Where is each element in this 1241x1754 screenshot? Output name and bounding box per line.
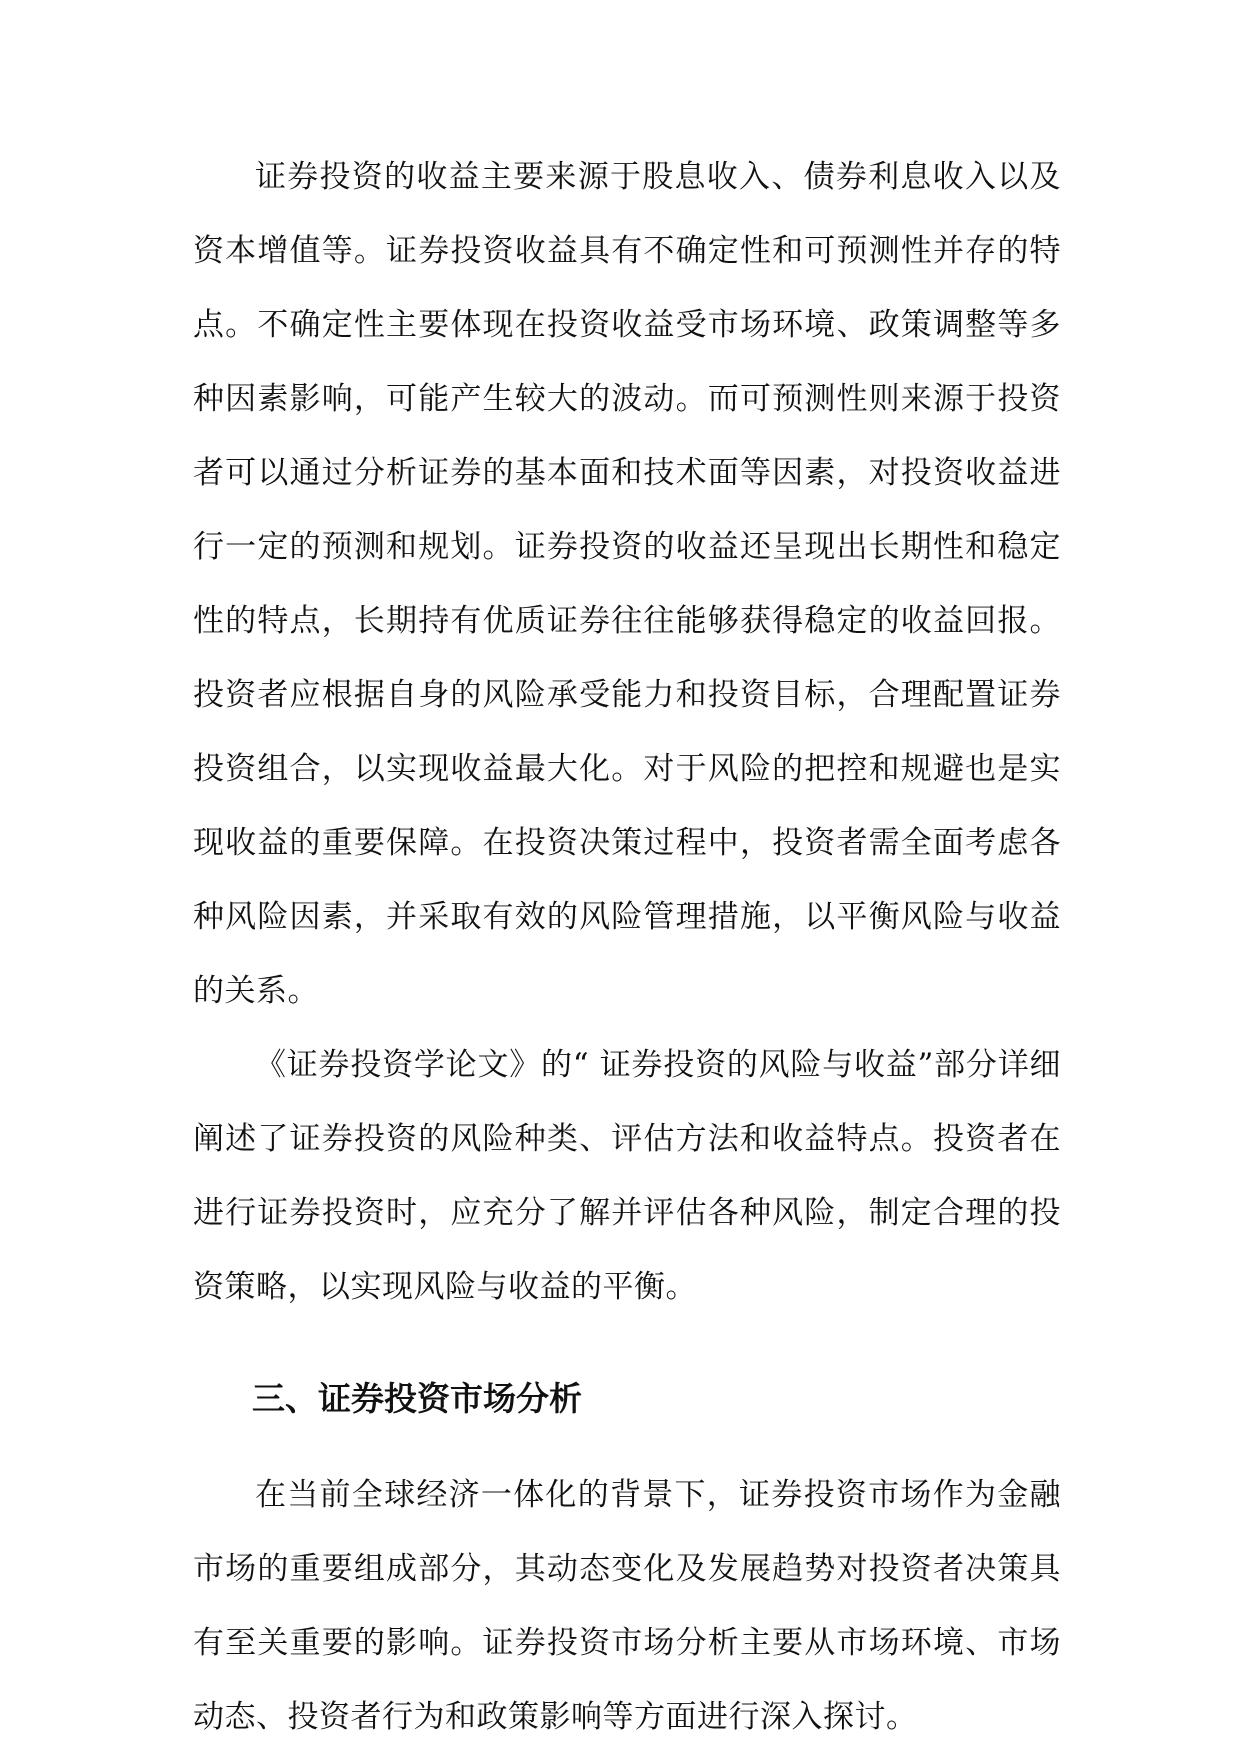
document-body xyxy=(193,140,1061,1754)
body-paragraph-summary: 《证券投资学论文》的“ 证券投资的风险与收益”部分详细阐述了证券投资的风险种类、评估方法和收益特点。投资者在进行证券投资时，应充分了解并评估各种风险，制定合理的投资策略，以实现风险与收益的平衡。 xyxy=(193,1047,1061,1305)
section-heading: 三、证券投资市场分析 xyxy=(252,1379,582,1418)
body-paragraph-market-analysis: 在当前全球经济一体化的背景下，证券投资市场作为金融市场的重要组成部分，其动态变化及发展趋势对投资者决策具有至关重要的影响。证券投资市场分析主要从市场环境、市场动态、投资者行为和政策影响等方面进行深入探讨。 xyxy=(193,1477,1061,1735)
body-paragraph-returns: 证券投资的收益主要来源于股息收入、债券利息收入以及资本增值等。证券投资收益具有不确定性和可预测性并存的特点。不确定性主要体现在投资收益受市场环境、政策调整等多种因素影响，可能产生较大的波动。而可预测性则来源于投资者可以通过分析证券的基本面和技术面等因素，对投资收益进行一定的预测和规划。证券投资的收益还呈现出长期性和稳定性的特点，长期持有优质证券往往能够获得稳定的收益回报。投资者应根据自身的风险承受能力和投资目标，合理配置证券投资组合，以实现收益最大化。对于风险的把控和规避也是实现收益的重要保障。在投资决策过程中，投资者需全面考虑各种风险因素，并采取有效的风险管理措施，以平衡风险与收益的关系。 xyxy=(193,159,1061,1009)
